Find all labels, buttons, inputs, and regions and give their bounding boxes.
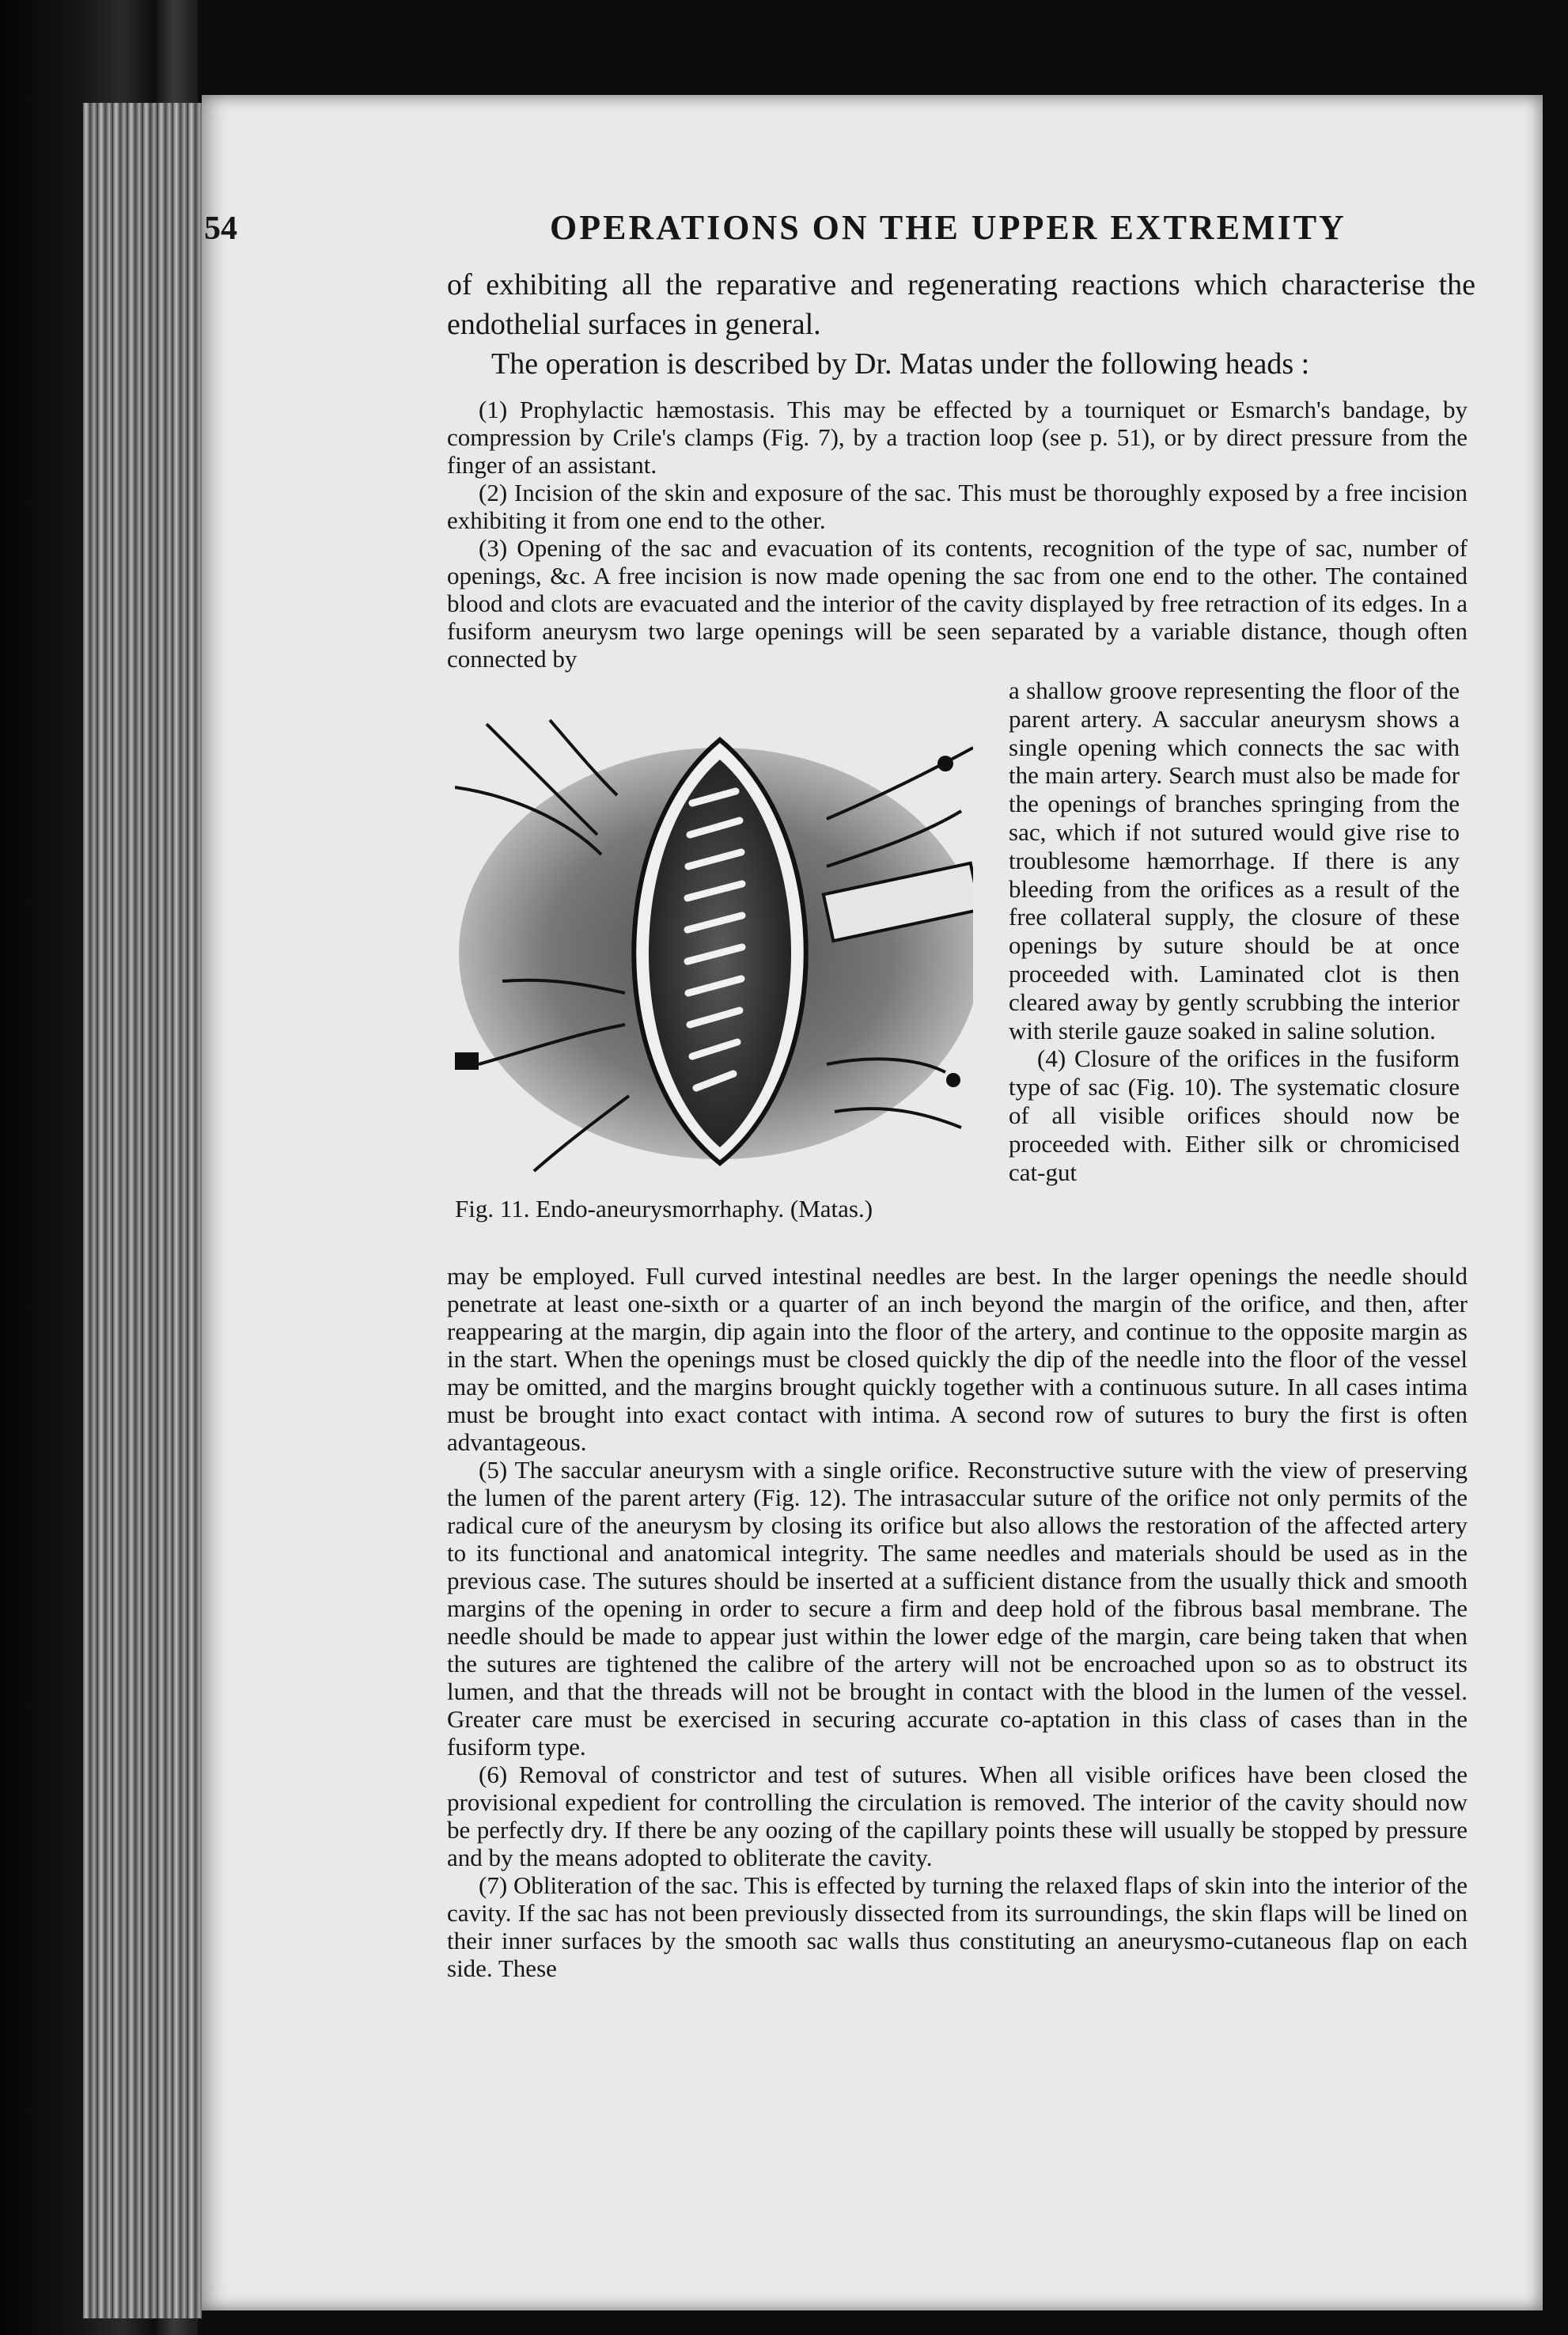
step-1-paragraph: (1) Prophylactic hæmostasis. This may be effected by a tourniquet or Esmarch's bandage, by compression by Crile's clamps (Fig. 7), by a traction loop (see p. 51), or by direct pressure from the finger of an assistant. bbox=[447, 396, 1468, 479]
step-4-paragraph: (4) Closure of the orifices in the fusiform type of sac (Fig. 10). The systematic closure of all visible orifices should now be proceeded with. Either silk or chromicised cat-gut bbox=[1009, 1044, 1460, 1186]
step-3-paragraph: (3) Opening of the sac and evacuation of its contents, recognition of the type of sac, number of openings, &c. A free incision is now made opening the sac from one end to the other. The contained blood and clots are evacuated and the interior of the cavity displayed by free retraction of its edges. In a fusiform aneurysm two large openings will be seen separated by a variable distance, though often connected by bbox=[447, 534, 1468, 673]
running-head: OPERATIONS ON THE UPPER EXTREMITY bbox=[550, 208, 1346, 247]
steps-upper bbox=[447, 396, 1468, 673]
aneurysm-illustration bbox=[455, 716, 973, 1183]
intro-text: of exhibiting all the reparative and regenerating reactions which characterise the endothelial surfaces in general. bbox=[447, 268, 1475, 341]
intro-heads-line: The operation is described by Dr. Matas under the following heads : bbox=[491, 347, 1310, 381]
book-binding-edge bbox=[83, 103, 202, 2318]
step-6-paragraph: (6) Removal of constrictor and test of sutures. When all visible orifices have been closed the provisional expedient for controlling the circulation is removed. The interior of the cavity should now be perfectly dry. If there be any oozing of the capillary points these will usually be stopped by pressure and by the means adopted to obliterate the cavity. bbox=[447, 1761, 1468, 1871]
step-7-paragraph: (7) Obliteration of the sac. This is effected by turning the relaxed flaps of skin into the interior of the cavity. If the sac has not been previously dissected from its surroundings, the skin flaps will be lined on their inner surfaces by the smooth sac walls thus constituting an aneurysmo-cutaneous flap on each side. These bbox=[447, 1871, 1468, 1982]
step-4-continued: may be employed. Full curved intestinal needles are best. In the larger openings the needle should penetrate at least one-sixth or a quarter of an inch beyond the margin of the orifice, and then, after reappearing at the margin, dip again into the floor of the artery, and continue to the opposite margin as in the start. When the openings must be closed quickly the dip of the needle into the floor of the vessel may be omitted, and the margins brought quickly together with a continuous suture. In all cases intima must be brought into exact contact with intima. A second row of sutures to bury the first is often advantageous. bbox=[447, 1262, 1468, 1456]
figure-caption: Fig. 11. Endo-aneurysmorrhaphy. (Matas.) bbox=[455, 1195, 873, 1222]
figure-endo-aneurysmorrhaphy bbox=[455, 716, 973, 1183]
step-3-continued: a shallow groove representing the floor of the parent artery. A saccular aneurysm shows a single opening which connects the sac with the main artery. Search must also be made for the openings of branches springing from the sac, which if not sutured would give rise to troublesome hæmorrhage. If there is any bleeding from the orifices as a result of the free collateral supply, the closure of these openings by suture should be at once proceeded with. Laminated clot is then cleared away by gently scrubbing the interior with sterile gauze soaked in saline solution. bbox=[1009, 677, 1460, 1044]
wrapped-text-column bbox=[1009, 677, 1460, 1186]
steps-lower bbox=[447, 1262, 1468, 1982]
intro-paragraph bbox=[447, 265, 1475, 384]
step-2-paragraph: (2) Incision of the skin and exposure of the sac. This must be thoroughly exposed by a free incision exhibiting it from one end to the other. bbox=[447, 479, 1468, 534]
step-5-paragraph: (5) The saccular aneurysm with a single orifice. Reconstructive suture with the view of preserving the lumen of the parent artery (Fig. 12). The intrasaccular suture of the orifice not only permits of the radical cure of the aneurysm by closing its orifice but also allows the restoration of the affected artery to its functional and anatomical integrity. The same needles and materials should be used as in the previous case. The sutures should be inserted at a sufficient distance from the usually thick and smooth margins of the opening in order to secure a firm and deep hold of the fibrous basal membrane. The needle should be made to appear just within the lower edge of the margin, care being taken that when the sutures are tightened the calibre of the artery will not be encroached upon so as to obstruct its lumen, and that the threads will not be brought in contact with the blood in the lumen of the vessel. Greater care must be exercised in securing accurate co-aptation in this class of cases than in the fusiform type. bbox=[447, 1456, 1468, 1761]
page-number: 54 bbox=[204, 210, 237, 247]
